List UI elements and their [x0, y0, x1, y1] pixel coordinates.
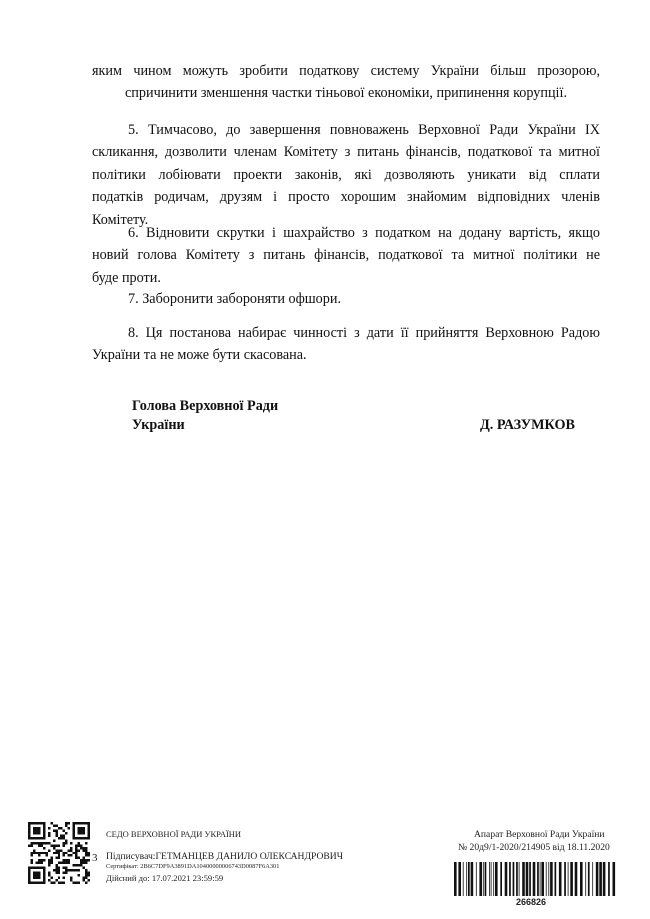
text-line: буде проти.	[92, 269, 161, 286]
text-line: податків родичам, друзям і просто хорошим знайомим відповідних членів	[92, 189, 600, 206]
signature-title	[132, 397, 278, 435]
text-line: спричинити зменшення частки тіньової економіки, припинення корупції.	[125, 85, 567, 102]
text-line: 5. Тимчасово, до завершення повноважень Верховної Ради України IX	[128, 122, 600, 138]
signature-title-line1: Голова Верховної Ради	[132, 398, 279, 414]
qr-code-icon	[28, 822, 90, 884]
signature-title-line2: України	[132, 417, 185, 433]
text-line: новий голова Комітету з питань фінансів, податкової та митної політики не	[92, 247, 600, 264]
certificate-line: Сертифікат: 2B6C7DF9A3891DA10400000006743D0087F6A301	[106, 863, 280, 870]
text-line: Комітету.	[92, 211, 149, 228]
valid-until-line: Дійсний до: 17.07.2021 23:59:59	[106, 873, 224, 883]
paragraph-intro	[92, 60, 600, 105]
text-line: 8. Ця постанова набирає чинності з дати її прийняття Верховною Радою	[128, 325, 600, 341]
barcode-icon	[452, 862, 617, 896]
paragraph-6	[92, 222, 600, 289]
signature-name: Д. РАЗУМКОВ	[480, 417, 575, 433]
barcode-number: 266826	[516, 897, 547, 907]
text-line: скликання, дозволити членам Комітету з питань фінансів, податкової та митної	[92, 144, 600, 161]
text-line: політики лобіювати проекти законів, які дозволяють уникати від сплати	[92, 166, 600, 183]
paragraph-5	[92, 119, 600, 231]
text-line: яким чином можуть зробити податкову систему України більш прозорою,	[92, 63, 600, 79]
text-line: 6. Відновити скрутки і шахрайство з податком на додану вартість, якщо	[128, 225, 600, 241]
registration-number: № 20д9/1-2020/214905 від 18.11.2020	[458, 842, 610, 853]
paragraph-7	[92, 288, 600, 310]
sedo-title: СЕДО ВЕРХОВНОЇ РАДИ УКРАЇНИ	[106, 829, 242, 839]
page-number: 3	[92, 852, 98, 864]
text-line: 7. Заборонити забороняти офшори.	[128, 291, 342, 307]
paragraph-8	[92, 322, 600, 367]
signer-line: Підписувач:ГЕТМАНЦЕВ ДАНИЛО ОЛЕКСАНДРОВИЧ	[106, 851, 343, 862]
text-line: України та не може бути скасована.	[92, 347, 307, 364]
apparatus-label: Апарат Верховної Ради України	[474, 829, 605, 840]
